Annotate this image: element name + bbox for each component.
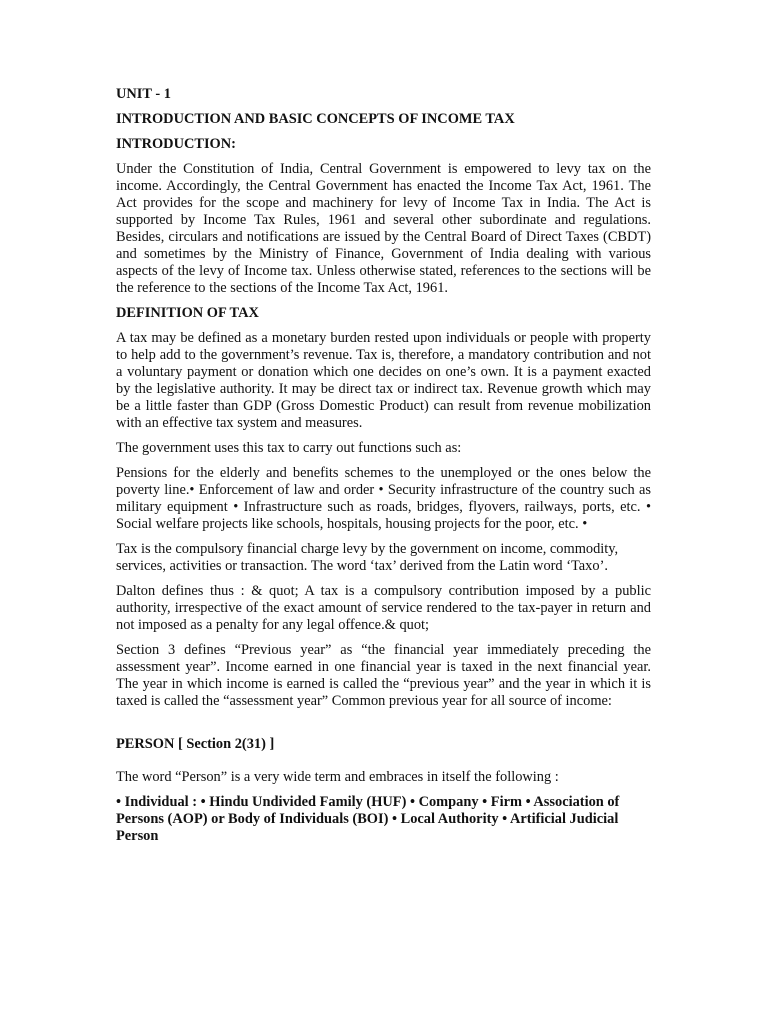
definition-heading: DEFINITION OF TAX bbox=[116, 305, 259, 321]
introduction-heading: INTRODUCTION: bbox=[116, 136, 236, 152]
document-title: INTRODUCTION AND BASIC CONCEPTS OF INCOME TAX bbox=[116, 111, 515, 127]
introduction-paragraph: Under the Constitution of India, Central Government is empowered to levy tax on the income. Accordingly, the Central Government has enacted the Income Tax Act, 1961. The Act provides for the scope and machinery for levy of Income Tax in India. The Act is supported by Income Tax Rules, 1961 and several other subordinate and regulations. Besides, circulars and notifications are issued by the Central Board of Direct Taxes (CBDT) and sometimes by the Ministry of Finance, Government of India dealing with various aspects of the levy of Income tax. Unless otherwise stated, references to the sections will be the reference to the sections of the Income Tax Act, 1961. bbox=[116, 161, 651, 296]
document-page bbox=[116, 86, 651, 845]
person-list: • Individual : • Hindu Undivided Family (HUF) • Company • Firm • Association of Persons (AOP) or Body of Individuals (BOI) • Local Authority • Artificial Judicial Person bbox=[116, 794, 620, 844]
person-heading: PERSON [ Section 2(31) ] bbox=[116, 736, 275, 752]
section3-paragraph: Section 3 defines “Previous year” as “the financial year immediately preceding the assessment year”. Income earned in one financial year is taxed in the next financial year. The year in which income is earned is called the “previous year” and the year in which it is taxed is called the “assessment year” Common previous year for all source of income: bbox=[116, 642, 651, 709]
unit-label: UNIT - 1 bbox=[116, 86, 171, 102]
spacer bbox=[116, 761, 651, 769]
spacer bbox=[116, 718, 651, 736]
person-intro: The word “Person” is a very wide term and embraces in itself the following : bbox=[116, 769, 559, 785]
definition-paragraph: A tax may be defined as a monetary burden rested upon individuals or people with property to help add to the government’s revenue. Tax is, therefore, a mandatory contribution and not a voluntary payment or donation which one decides on one’s own. It is a payment exacted by the legislative authority. It may be direct tax or indirect tax. Revenue growth which may be a little faster than GDP (Gross Domestic Product) can result from revenue mobilization with an effective tax system and measures. bbox=[116, 330, 651, 431]
functions-intro: The government uses this tax to carry out functions such as: bbox=[116, 440, 462, 456]
compulsory-paragraph: Tax is the compulsory financial charge levy by the government on income, commodity, services, activities or transaction. The word ‘tax’ derived from the Latin word ‘Taxo’. bbox=[116, 541, 619, 574]
dalton-paragraph: Dalton defines thus : & quot; A tax is a compulsory contribution imposed by a public authority, irrespective of the exact amount of service rendered to the tax-payer in return and not imposed as a penalty for any legal offence.& quot; bbox=[116, 583, 651, 633]
functions-paragraph: Pensions for the elderly and benefits schemes to the unemployed or the ones below the poverty line.• Enforcement of law and order • Security infrastructure of the country such as military equipment • Infrastructure such as roads, bridges, flyovers, railways, ports, etc. • Social welfare projects like schools, hospitals, housing projects for the poor, etc. • bbox=[116, 465, 651, 532]
